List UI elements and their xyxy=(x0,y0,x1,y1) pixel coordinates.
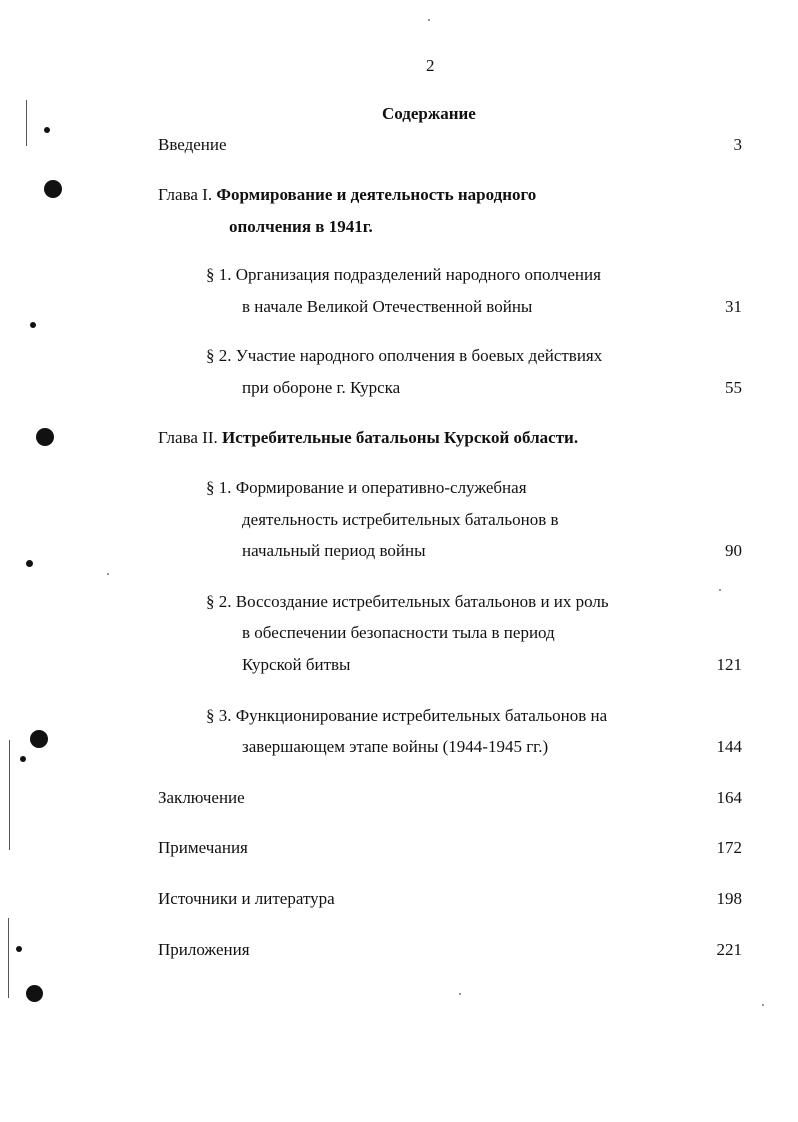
page-number: 2 xyxy=(426,56,435,75)
toc-ch2-s2-line3: Курской битвы xyxy=(242,655,351,674)
binder-hole-mark xyxy=(20,756,26,762)
toc-ch2-s3-line1: § 3. Функционирование истребительных батальонов на xyxy=(206,706,608,725)
toc-heading: Содержание xyxy=(382,104,476,123)
toc-entry-appendices-title: Приложения xyxy=(158,940,250,959)
scan-speck xyxy=(459,993,461,995)
toc-entry-notes-title: Примечания xyxy=(158,838,248,857)
toc-ch2-s3-page: 144 xyxy=(716,737,742,756)
scan-edge-line xyxy=(8,918,9,998)
toc-entry-intro-page: 3 xyxy=(733,135,742,154)
chapter2-prefix: Глава II. xyxy=(158,428,218,447)
toc-ch1-s1-page: 31 xyxy=(725,297,742,316)
toc-ch2-s1-page: 90 xyxy=(725,541,742,560)
scan-edge-line xyxy=(9,740,10,850)
scan-speck xyxy=(107,573,109,575)
toc-entry-notes-page: 172 xyxy=(716,838,742,857)
toc-ch2-s2-page: 121 xyxy=(716,655,742,674)
toc-ch2-s1-line3: начальный период войны xyxy=(242,541,426,560)
binder-hole-mark xyxy=(26,985,43,1002)
chapter2-title: Истребительные батальоны Курской области. xyxy=(222,428,579,447)
chapter1-title: Формирование и деятельность народного xyxy=(216,185,537,204)
toc-ch2-s1-line1: § 1. Формирование и оперативно-служебная xyxy=(206,478,527,497)
toc-ch1-s1-line2: в начале Великой Отечественной войны xyxy=(242,297,533,316)
scan-edge-line xyxy=(26,100,27,146)
binder-hole-mark xyxy=(26,560,33,567)
toc-chapter1-heading xyxy=(158,185,536,205)
binder-hole-mark xyxy=(36,428,54,446)
toc-entry-sources-title: Источники и литература xyxy=(158,889,335,908)
toc-entry-conclusion-page: 164 xyxy=(716,788,742,807)
binder-hole-mark xyxy=(30,322,36,328)
toc-ch1-s2-line2: при обороне г. Курска xyxy=(242,378,401,397)
binder-hole-mark xyxy=(44,127,50,133)
toc-entry-appendices-page: 221 xyxy=(716,940,742,959)
binder-hole-mark xyxy=(16,946,22,952)
toc-ch1-s2-line1: § 2. Участие народного ополчения в боевых действиях xyxy=(206,346,603,365)
toc-chapter2-heading xyxy=(158,428,578,448)
chapter1-title-cont: ополчения в 1941г. xyxy=(229,217,373,236)
toc-ch1-s1-line1: § 1. Организация подразделений народного ополчения xyxy=(206,265,601,284)
toc-ch2-s2-line1: § 2. Воссоздание истребительных батальонов и их роль xyxy=(206,592,609,611)
toc-entry-intro-title: Введение xyxy=(158,135,227,154)
scan-speck xyxy=(428,19,430,21)
binder-hole-mark xyxy=(30,730,48,748)
binder-hole-mark xyxy=(44,180,62,198)
toc-ch1-s2-page: 55 xyxy=(725,378,742,397)
scan-speck xyxy=(719,589,721,591)
toc-ch2-s2-line2: в обеспечении безопасности тыла в период xyxy=(242,623,555,642)
scan-speck xyxy=(762,1004,764,1006)
toc-ch2-s3-line2: завершающем этапе войны (1944-1945 гг.) xyxy=(242,737,549,756)
toc-entry-sources-page: 198 xyxy=(716,889,742,908)
chapter1-prefix: Глава I. xyxy=(158,185,213,204)
toc-ch2-s1-line2: деятельность истребительных батальонов в xyxy=(242,510,559,529)
toc-entry-conclusion-title: Заключение xyxy=(158,788,245,807)
